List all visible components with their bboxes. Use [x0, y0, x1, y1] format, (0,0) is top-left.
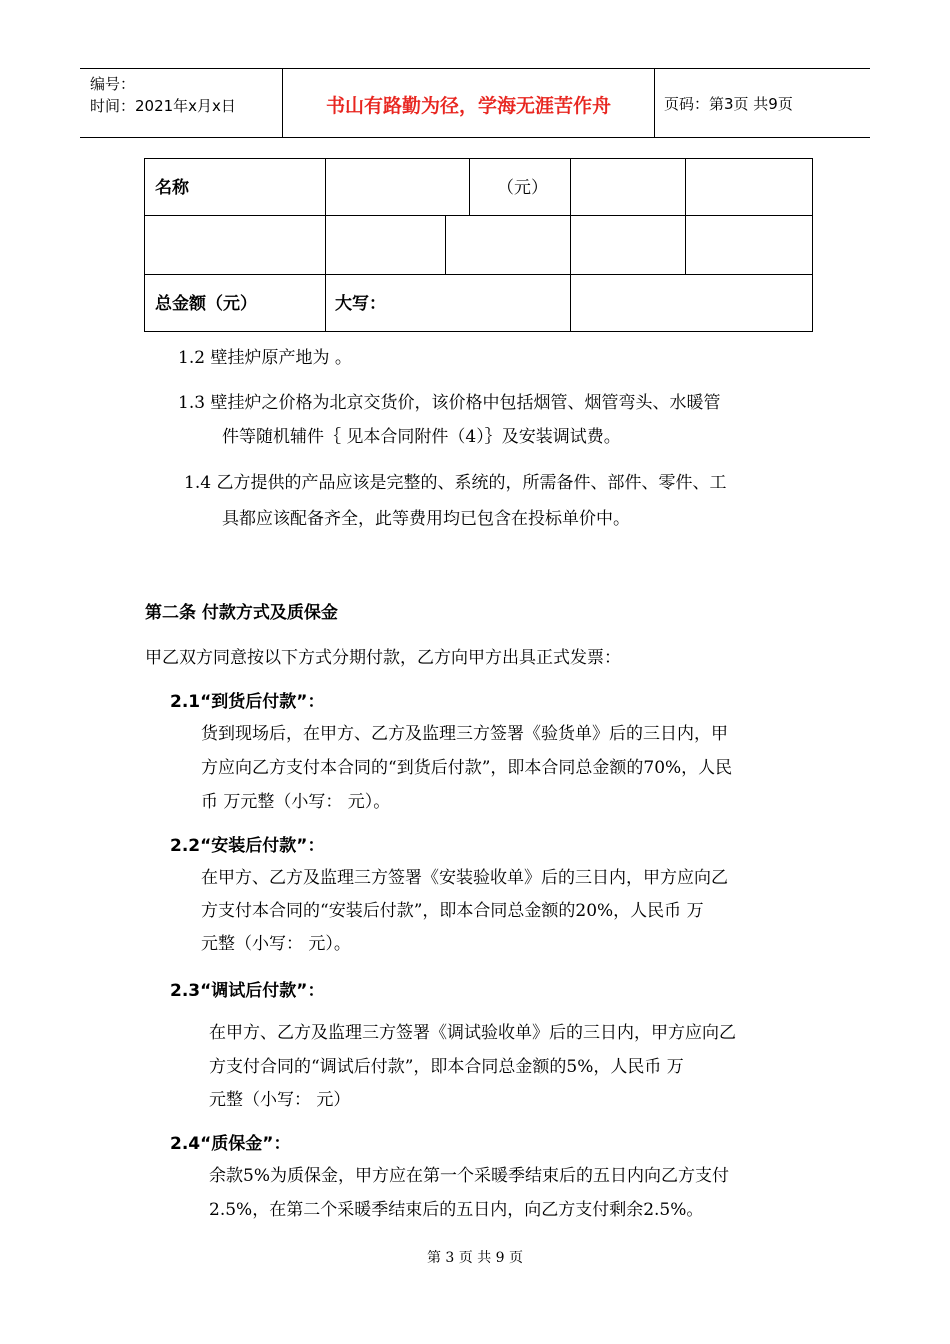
section-2-3-title: 2.3“调试后付款”：: [170, 981, 325, 1001]
section-2-4-line2: 2.5%，在第二个采暖季结束后的五日内，向乙方支付剩余2.5%。: [209, 1200, 704, 1220]
table-row-divider: [145, 274, 812, 275]
header-number: 编号：: [90, 75, 136, 93]
header-time: 时间：2021年x月x日: [90, 97, 236, 115]
clause-1-4-line2: 具都应该配备齐全，此等费用均已包含在投标单价中。: [222, 509, 630, 529]
section-2-4-title: 2.4“质保金”：: [170, 1134, 291, 1154]
article-2-title: 第二条 付款方式及质保金: [145, 603, 338, 623]
clause-1-4-line1: 1.4 乙方提供的产品应该是完整的、系统的，所需备件、部件、零件、工: [184, 473, 727, 493]
table-col-divider: [325, 274, 326, 331]
section-2-3-line3: 元整（小写： 元）: [209, 1090, 351, 1110]
section-2-2-line3: 元整（小写： 元）。: [201, 934, 351, 954]
table-col-divider: [685, 159, 686, 274]
header-meta: [90, 73, 236, 117]
section-2-1-line3: 币 万元整（小写： 元）。: [201, 792, 391, 812]
table-col-divider: [325, 159, 326, 215]
section-2-3-line2: 方支付合同的“调试后付款”，即本合同总金额的5%，人民币 万: [209, 1057, 684, 1077]
table-cell-unit: （元）: [497, 178, 548, 198]
section-2-1-line1: 货到现场后，在甲方、乙方及监理三方签署《验货单》后的三日内，甲: [201, 724, 728, 744]
section-2-4-line1: 余款5%为质保金，甲方应在第一个采暖季结束后的五日内向乙方支付: [209, 1166, 729, 1186]
section-2-1-line2: 方应向乙方支付本合同的“到货后付款”，即本合同总金额的70%，人民: [201, 758, 733, 778]
article-2-intro: 甲乙双方同意按以下方式分期付款，乙方向甲方出具正式发票：: [145, 648, 621, 668]
section-2-1-title: 2.1“到货后付款”：: [170, 692, 325, 712]
clause-1-3-line1: 1.3 壁挂炉之价格为北京交货价，该价格中包括烟管、烟管弯头、水暖管: [178, 393, 721, 413]
clause-1-3-line2: 件等随机辅件｛ 见本合同附件（4）｝及安装调试费。: [222, 427, 621, 447]
table-cell-name: 名称: [155, 178, 189, 198]
table-col-divider: [325, 215, 326, 274]
table-row-divider: [145, 215, 812, 216]
clause-1-2: 1.2 壁挂炉原产地为 。: [178, 348, 352, 368]
table-cell-total: 总金额（元）: [155, 294, 257, 314]
section-2-3-line1: 在甲方、乙方及监理三方签署《调试验收单》后的三日内，甲方应向乙: [209, 1023, 736, 1043]
section-2-2-line2: 方支付本合同的“安装后付款”，即本合同总金额的20%，人民币 万: [201, 901, 704, 921]
section-2-2-line1: 在甲方、乙方及监理三方签署《安装验收单》后的三日内，甲方应向乙: [201, 868, 728, 888]
header-divider: [654, 69, 655, 137]
table-col-divider: [469, 159, 470, 215]
table-col-divider: [445, 215, 446, 274]
table-col-divider: [570, 274, 571, 331]
header-motto: 书山有路勤为径，学海无涯苦作舟: [325, 95, 611, 117]
section-2-2-title: 2.2“安装后付款”：: [170, 836, 325, 856]
price-table: [144, 158, 813, 332]
table-col-divider: [570, 159, 571, 274]
table-cell-capital: 大写：: [335, 294, 386, 314]
header-page-info: 页码：第3页 共9页: [664, 95, 793, 113]
page-header: [80, 68, 870, 138]
page-footer: 第 3 页 共 9 页: [426, 1250, 524, 1266]
